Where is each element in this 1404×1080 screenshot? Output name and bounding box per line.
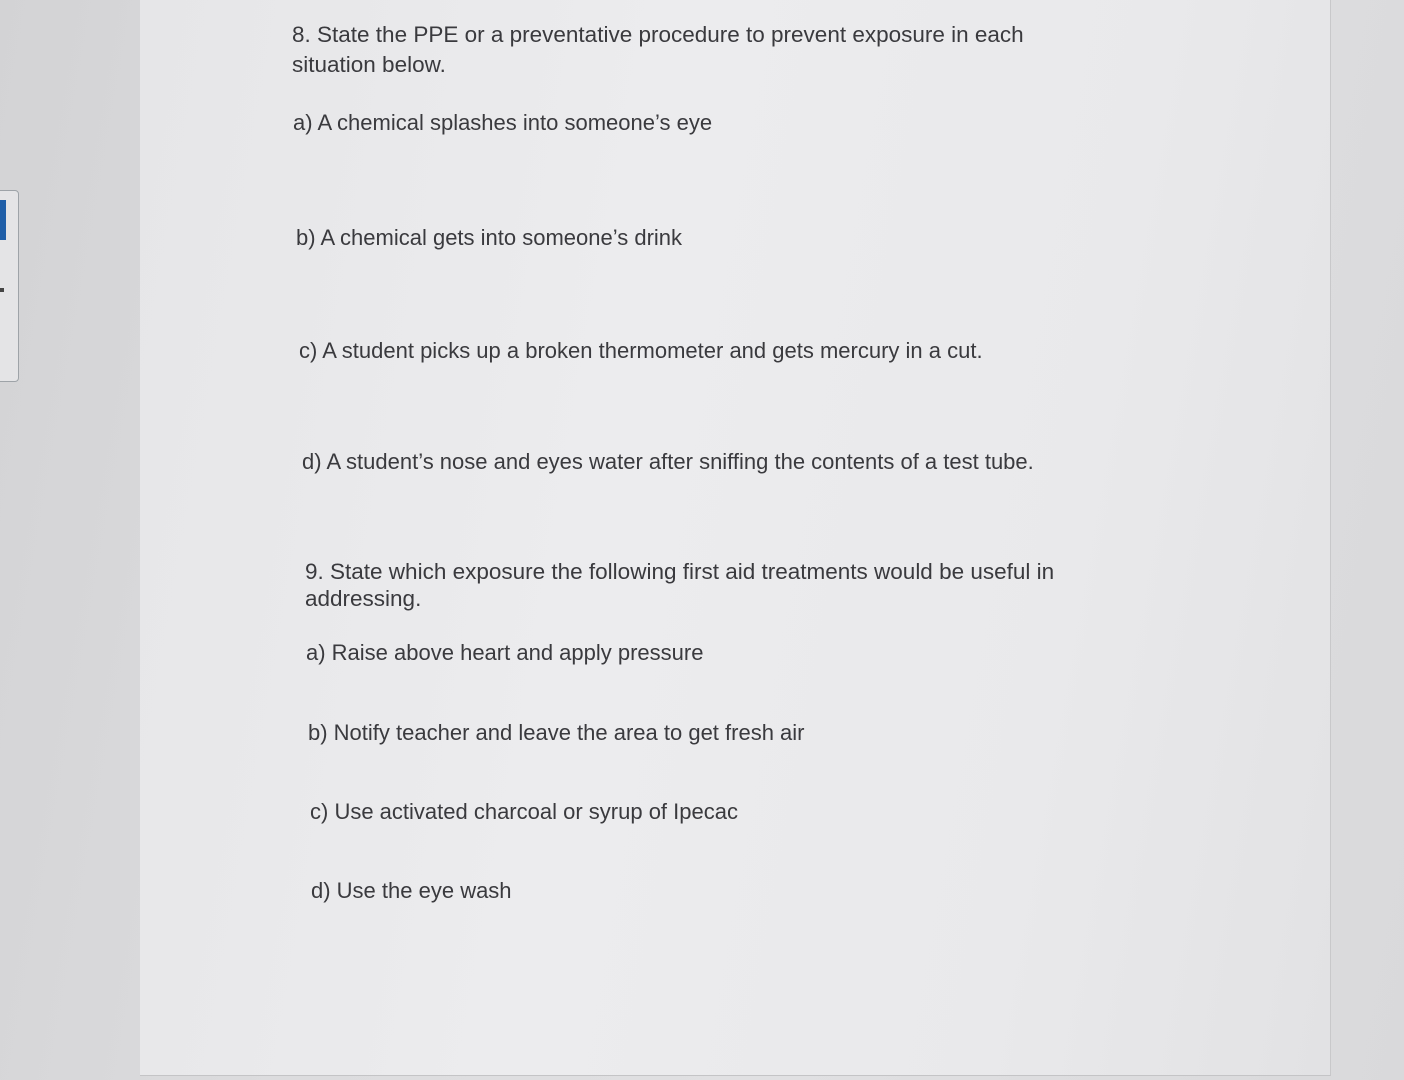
question-9-item-b: b) Notify teacher and leave the area to get fresh air [308, 720, 805, 745]
worksheet-page [140, 0, 1331, 1076]
question-8-item-a: a) A chemical splashes into someone’s eye [293, 110, 713, 135]
question-8-item-d: d) A student’s nose and eyes water after sniffing the contents of a test tube. [302, 449, 1034, 474]
side-panel-marker [0, 288, 4, 292]
question-9-item-a: a) Raise above heart and apply pressure [306, 640, 704, 665]
question-8-item-b: b) A chemical gets into someone’s drink [296, 225, 683, 250]
question-9-item-d: d) Use the eye wash [311, 878, 512, 903]
question-9-item-c: c) Use activated charcoal or syrup of Ipecac [310, 799, 738, 824]
question-8-item-c: c) A student picks up a broken thermometer and gets mercury in a cut. [299, 338, 983, 363]
question-9-prompt-line-2: addressing. [305, 586, 422, 611]
side-panel-accent[interactable] [0, 200, 6, 240]
question-8-prompt-line-2: situation below. [292, 52, 446, 77]
question-8-prompt-line-1: 8. State the PPE or a preventative procedure to prevent exposure in each [292, 22, 1024, 47]
question-9-prompt-line-1: 9. State which exposure the following first aid treatments would be useful in [305, 559, 1055, 584]
